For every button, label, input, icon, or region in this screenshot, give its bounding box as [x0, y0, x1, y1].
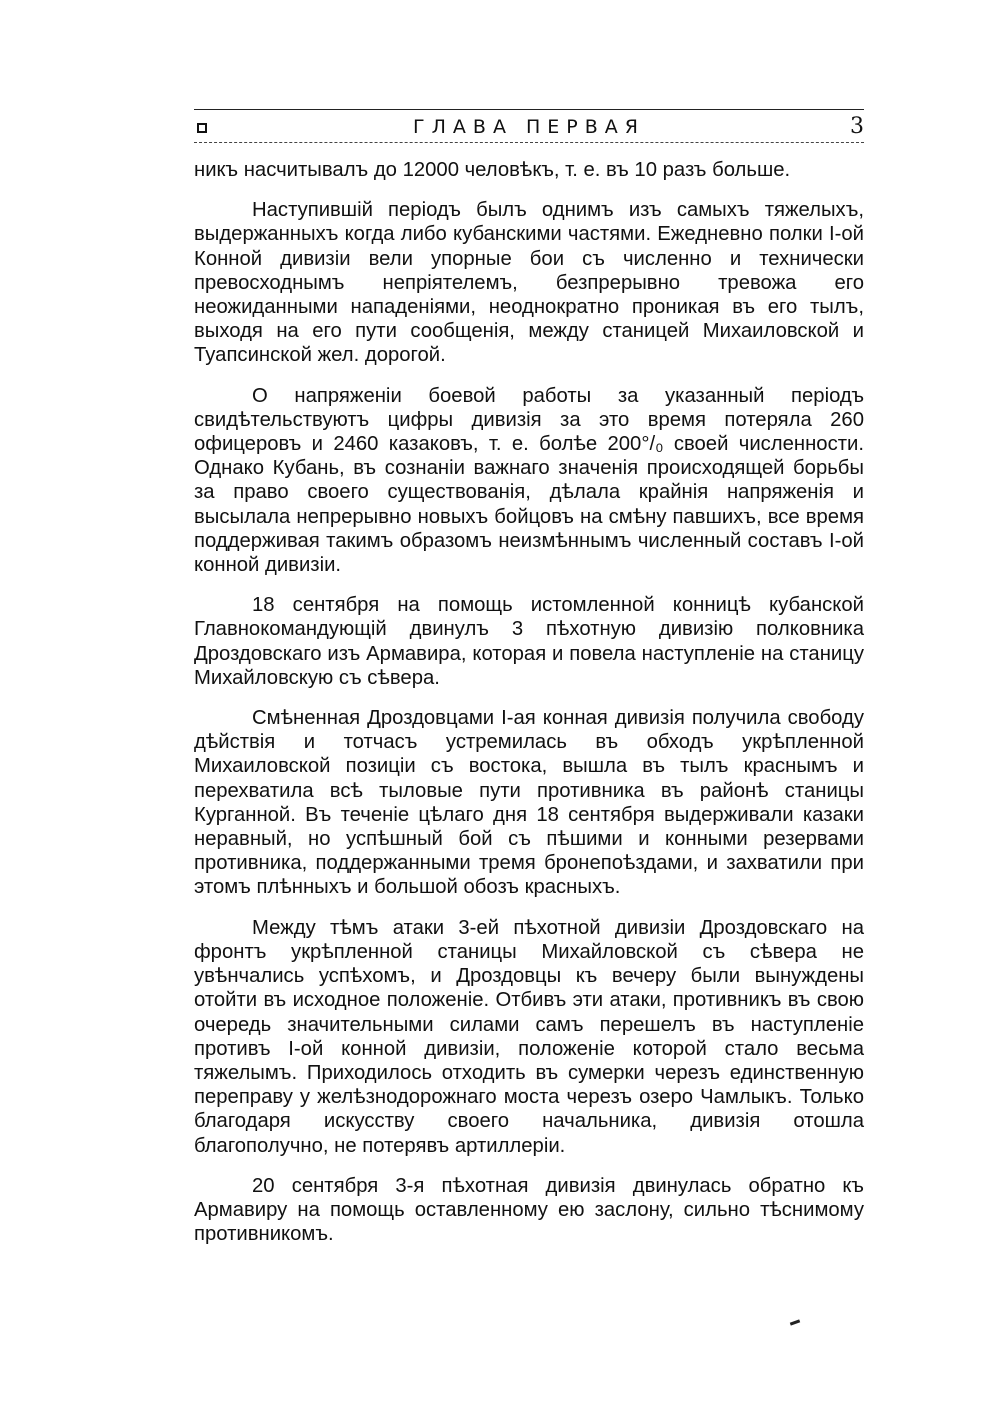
running-header: [194, 116, 864, 142]
paragraph: О напряженіи боевой работы за указанный періодъ свидѣтельствуютъ цифры дивизія за это время потеряла 260 офицеровъ и 2460 казаковъ, т. е. болѣе 200°/₀ своей численности. Однако Кубань, въ сознаніи важнаго значенія происходящей борьбы за право своего существованія, дѣлала крайнія напряженія и высылала непрерывно новыхъ бойцовъ на смѣну павшихъ, все время поддерживая такимъ образомъ неизмѣннымъ численный составъ I-ой конной дивизіи.: [194, 384, 864, 577]
paragraph-continued: никъ насчитывалъ до 12000 человѣкъ, т. е. въ 10 разъ больше.: [194, 159, 791, 181]
paragraph: Между тѣмъ атаки 3-ей пѣхотной дивизіи Дроздовскаго на фронтъ укрѣпленной станицы Михайловской съ сѣвера не увѣнчались успѣхомъ, и Дроздовцы къ вечеру были вынуждены отойти въ исходное положеніе. Отбивъ эти атаки, противникъ въ свою очередь значительными силами самъ перешелъ въ наступленіе противъ I-ой конной дивизіи, положеніе которой стало весьма тяжелымъ. Приходилось отходить въ сумерки черезъ единственную переправу у желѣзнодорожнаго моста черезъ озеро Чамлыкъ. Только благодаря искусству своего начальника, дивизія отошла благополучно, не потерявъ артиллеріи.: [194, 916, 864, 1157]
chapter-title: ГЛАВА ПЕРВАЯ: [413, 116, 645, 138]
paragraph: 18 сентября на помощь истомленной конницѣ кубанской Главнокомандующій двинулъ 3 пѣхотную дивизію полковника Дроздовскаго изъ Армавира, которая и повела наступленіе на станицу Михайловскую съ сѣвера.: [194, 594, 864, 689]
paragraph: Наступившій періодъ былъ однимъ изъ самыхъ тяжелыхъ, выдержанныхъ когда либо кубанскими частями. Ежедневно полки I-ой Конной дивизіи вели упорные бои съ численно и технически превосходнымъ непріятелемъ, безпрерывно тревожа его неожиданными нападеніями, неоднократно проникая въ его тылъ, выходя на его пути сообщенія, между станицей Михаиловской и Туапсинской жел. дорогой.: [194, 199, 864, 367]
paragraph: 20 сентября 3-я пѣхотная дивизія двинулась обратно къ Армавиру на помощь оставленному ею заслону, сильно тѣснимому противникомъ.: [194, 1174, 864, 1246]
paragraph: Смѣненная Дроздовцами I-ая конная дивизія получила свободу дѣйствія и тотчасъ устремилась въ обходъ укрѣпленной Михаиловской позиціи съ востока, вышла въ тылъ краснымъ и перехватила всѣ тыловые пути противника въ районѣ станицы Курганной. Въ теченіе цѣлаго дня 18 сентября выдерживали казаки неравный, но успѣшный бой съ пѣшими и конными резервами противника, поддержанными тремя бронепоѣздами, и захватили при этомъ плѣнныхъ и большой обозъ красныхъ.: [194, 707, 864, 899]
header-bottom-rule: [194, 142, 864, 143]
body-text: [194, 158, 864, 1262]
header-top-rule: [194, 109, 864, 110]
book-page: [194, 100, 864, 1360]
page-number: 3: [850, 114, 864, 139]
